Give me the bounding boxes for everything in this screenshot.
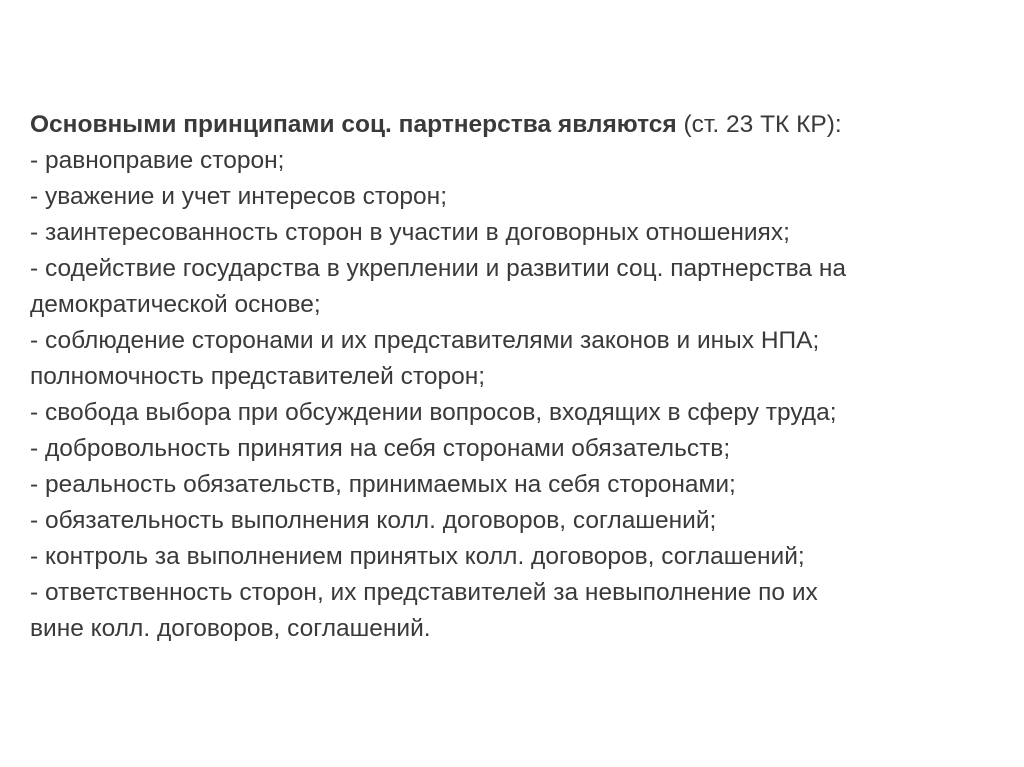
principle-line: - свобода выбора при обсуждении вопросов, входящих в сферу труда; bbox=[30, 399, 837, 426]
principle-line: - уважение и учет интересов сторон; bbox=[30, 183, 448, 210]
principle-line: - добровольность принятия на себя сторонами обязательств; bbox=[30, 435, 731, 462]
heading-line bbox=[30, 107, 1005, 143]
principle-line: - соблюдение сторонами и их представителями законов и иных НПА; bbox=[30, 327, 820, 354]
principle-line: - контроль за выполнением принятых колл. договоров, соглашений; bbox=[30, 543, 805, 570]
principle-line: - содействие государства в укреплении и развитии соц. партнерства на bbox=[30, 255, 847, 282]
principle-line: - обязательность выполнения колл. договоров, соглашений; bbox=[30, 507, 717, 534]
principle-line: полномочность представителей сторон; bbox=[30, 363, 486, 390]
principle-line: - равноправие сторон; bbox=[30, 147, 285, 174]
principle-line: демократической основе; bbox=[30, 291, 321, 318]
principles-text bbox=[30, 107, 1005, 647]
principle-line: - реальность обязательств, принимаемых на себя сторонами; bbox=[30, 471, 736, 498]
heading-reference: (ст. 23 ТК КР): bbox=[676, 111, 842, 138]
principle-line: - ответственность сторон, их представителей за невыполнение по их bbox=[30, 579, 818, 606]
heading-bold: Основными принципами соц. партнерства являются bbox=[30, 111, 677, 138]
principle-line: - заинтересованность сторон в участии в договорных отношениях; bbox=[30, 219, 790, 246]
principle-line: вине колл. договоров, соглашений. bbox=[30, 615, 431, 642]
